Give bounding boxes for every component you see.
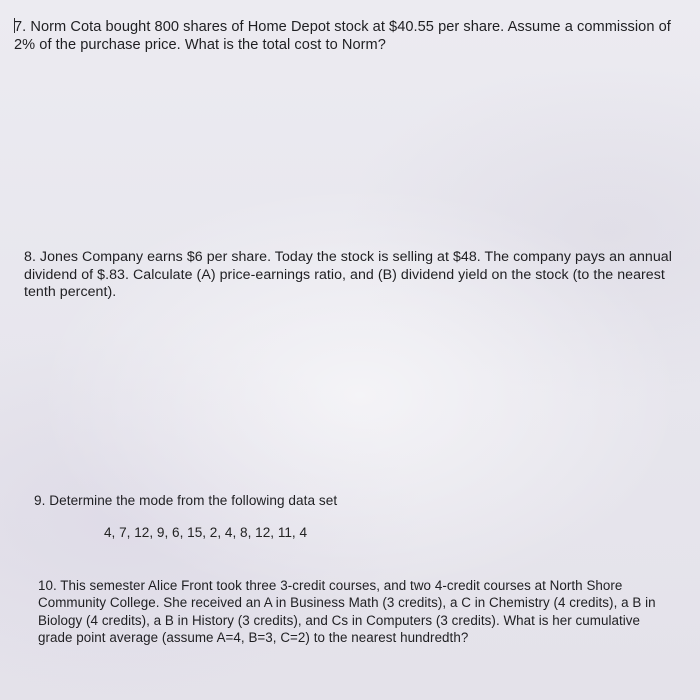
question-9: 9. Determine the mode from the following data set [34,493,338,508]
question-8: 8. Jones Company earns $6 per share. Today the stock is selling at $48. The company pays an annual dividend of $.83. Calculate (A) price-earnings ratio, and (B) dividend yield on the stock (to the nearest tenth percent). [24,249,672,300]
question-10: 10. This semester Alice Front took three 3-credit courses, and two 4-credit courses at North Shore Community College. She received an A in Business Math (3 credits), a C in Chemistry (4 credits), a B in Biology (4 credits), a B in History (3 credits), and Cs in Computers (3 credits). What is her cumulative grade point average (assume A=4, B=3, C=2) to the nearest hundredth? [38,578,656,646]
question-9-data-set: 4, 7, 12, 9, 6, 15, 2, 4, 8, 12, 11, 4 [104,525,308,540]
question-7 [14,18,686,54]
question-7-text: 7. Norm Cota bought 800 shares of Home Depot stock at $40.55 per share. Assume a commission of 2% of the purchase price. What is the total cost to Norm? [14,19,671,53]
